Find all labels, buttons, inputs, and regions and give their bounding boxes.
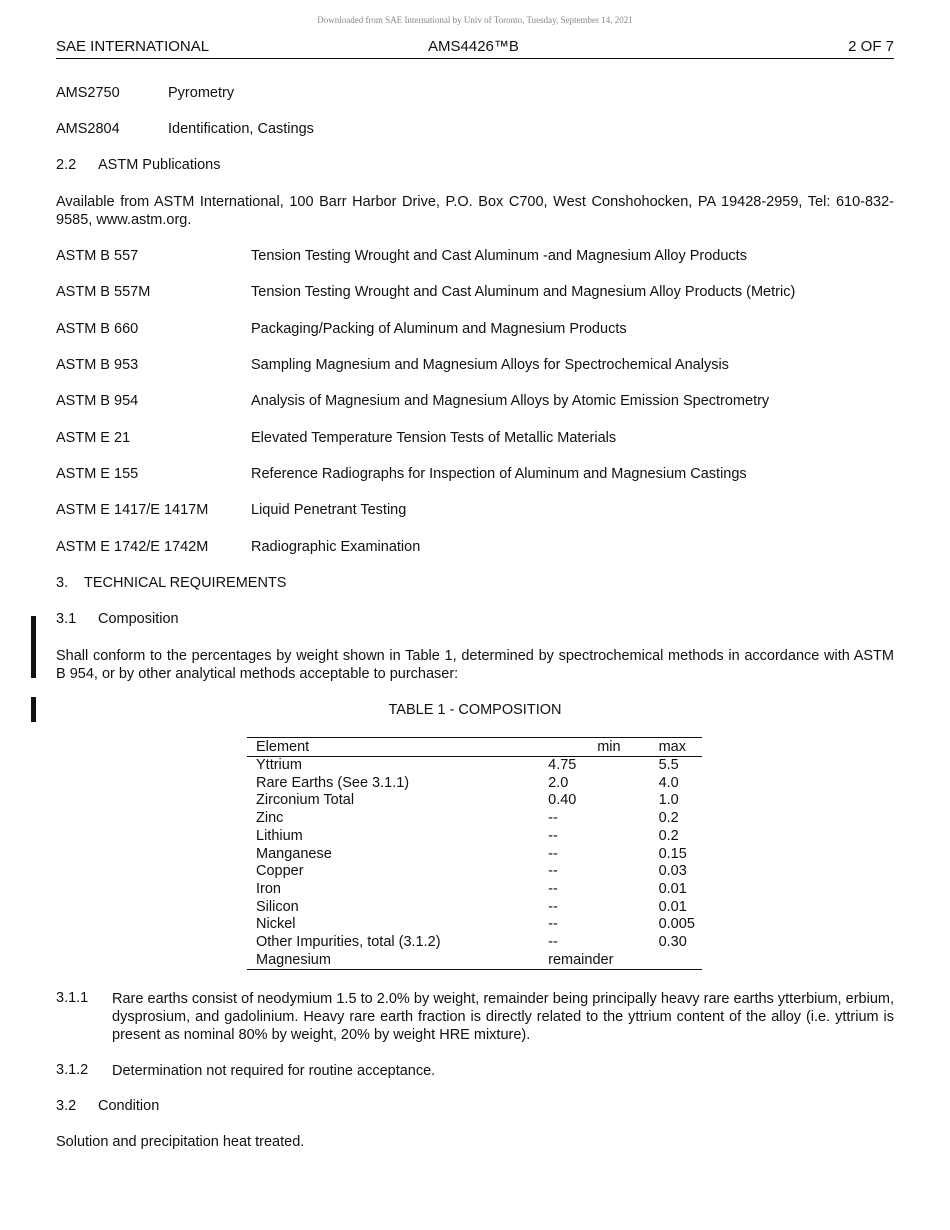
table-cell-min: --	[548, 810, 558, 827]
revision-change-bar	[31, 616, 36, 678]
table-row	[247, 828, 702, 846]
table-cell-element: Nickel	[256, 916, 296, 933]
table-header-min: min	[548, 738, 658, 757]
section-3-1-title: Composition	[98, 611, 179, 627]
table-cell-min: 0.40	[548, 792, 577, 809]
table-cell-element: Manganese	[256, 845, 332, 862]
table-header-max: max	[659, 738, 702, 757]
table-header-element: Element	[247, 738, 548, 757]
table-cell-element: Zinc	[256, 810, 284, 827]
astm-ref-title: Tension Testing Wrought and Cast Aluminum -and Magnesium Alloy Products	[251, 248, 747, 264]
table-row	[247, 757, 702, 775]
table-row	[247, 899, 702, 917]
astm-ref-code: ASTM B 557	[56, 248, 139, 264]
table-cell-min: --	[548, 898, 558, 915]
header-page-number: 2 OF 7	[848, 38, 894, 55]
astm-availability-paragraph: Available from ASTM International, 100 Barr Harbor Drive, P.O. Box C700, West Conshohocken, PA 19428-2959, Tel: 610-832-9585, www.astm.org.	[56, 194, 894, 228]
table-row	[247, 952, 702, 970]
astm-ref-code: ASTM B 953	[56, 357, 139, 373]
composition-table	[247, 737, 702, 970]
table-cell-max	[659, 952, 702, 970]
table-cell-max: 5.5	[658, 757, 679, 773]
table-cell-min: --	[548, 916, 558, 933]
table-cell-min: --	[548, 845, 558, 862]
astm-ref-title: Sampling Magnesium and Magnesium Alloys for Spectrochemical Analysis	[251, 357, 729, 373]
astm-ref-title: Liquid Penetrant Testing	[251, 502, 407, 518]
astm-ref-title: Packaging/Packing of Aluminum and Magnesium Products	[251, 321, 627, 337]
table-cell-max: 0.2	[658, 827, 679, 844]
table-cell-max: 0.03	[658, 863, 687, 880]
table-cell-max: 1.0	[658, 792, 679, 809]
table-cell-max: 0.01	[658, 880, 687, 897]
table-cell-min: --	[548, 863, 558, 880]
header-rule	[56, 58, 894, 59]
table-cell-element: Copper	[256, 863, 304, 880]
table-row	[247, 775, 702, 793]
astm-ref-code: ASTM B 557M	[56, 284, 151, 300]
table-cell-max: 0.005	[658, 916, 695, 933]
astm-ref-title: Tension Testing Wrought and Cast Aluminum and Magnesium Alloy Products (Metric)	[251, 284, 796, 300]
astm-ref-title: Reference Radiographs for Inspection of Aluminum and Magnesium Castings	[251, 466, 747, 482]
composition-paragraph: Shall conform to the percentages by weight shown in Table 1, determined by spectrochemical methods in accordance with ASTM B 954, or by other analytical methods acceptable to purchaser:	[56, 648, 894, 682]
table-row	[247, 810, 702, 828]
astm-ref-code: ASTM E 1417/E 1417M	[56, 502, 209, 518]
table-cell-min: --	[548, 934, 558, 951]
table-row	[247, 934, 702, 952]
ams-ref-title: Identification, Castings	[168, 121, 314, 137]
astm-ref-code: ASTM E 1742/E 1742M	[56, 539, 209, 555]
table-1-title: TABLE 1 - COMPOSITION	[388, 702, 562, 718]
astm-ref-code: ASTM E 155	[56, 466, 139, 482]
ams-ref-code: AMS2750	[56, 85, 120, 101]
table-row	[247, 881, 702, 899]
section-3-2-title: Condition	[98, 1098, 160, 1114]
table-cell-max: 0.2	[658, 810, 679, 827]
ams-ref-title: Pyrometry	[168, 85, 235, 101]
table-cell-max: 4.0	[658, 774, 679, 791]
section-3-2-number: 3.2	[56, 1098, 77, 1114]
table-cell-element: Silicon	[256, 898, 299, 915]
table-row	[247, 846, 702, 864]
section-3-1-1-number: 3.1.1	[56, 990, 89, 1006]
table-cell-min: 2.0	[548, 774, 569, 791]
ams-ref-code: AMS2804	[56, 121, 120, 137]
header-publisher: SAE INTERNATIONAL	[56, 38, 210, 55]
section-3-1-1-text: Rare earths consist of neodymium 1.5 to 2.0% by weight, remainder being principally heavy rare earths ytterbium, erbium, dysprosium, and gadolinium. Heavy rare earth fraction is directly related to the yttrium content of the alloy (i.e. yttrium is present as nominal 80% by weight, 20% by weight HRE mixture).	[112, 991, 894, 1043]
table-cell-max: 0.30	[658, 934, 687, 951]
section-3-1-2-text: Determination not required for routine acceptance.	[112, 1063, 436, 1079]
table-cell-min: --	[548, 827, 558, 844]
table-cell-element: Lithium	[256, 827, 303, 844]
table-row	[247, 792, 702, 810]
download-notice: Downloaded from SAE International by Univ of Toronto, Tuesday, September 14, 2021	[317, 15, 633, 25]
astm-ref-title: Analysis of Magnesium and Magnesium Alloys by Atomic Emission Spectrometry	[251, 393, 770, 409]
section-3-1-2-number: 3.1.2	[56, 1062, 89, 1078]
section-2-2-number: 2.2	[56, 157, 77, 173]
section-3-number: 3.	[56, 575, 69, 591]
section-2-2-title: ASTM Publications	[98, 157, 221, 173]
astm-ref-code: ASTM B 660	[56, 321, 139, 337]
section-3-title: TECHNICAL REQUIREMENTS	[84, 575, 287, 591]
table-row	[247, 916, 702, 934]
table-cell-element: Magnesium	[247, 952, 548, 970]
table-cell-element: Yttrium	[256, 757, 302, 773]
table-cell-min: 4.75	[548, 757, 577, 773]
table-cell-min: remainder	[548, 952, 658, 970]
astm-ref-code: ASTM E 21	[56, 430, 131, 446]
astm-ref-title: Elevated Temperature Tension Tests of Metallic Materials	[251, 430, 617, 446]
astm-ref-title: Radiographic Examination	[251, 539, 421, 555]
table-cell-element: Zirconium Total	[256, 792, 355, 809]
table-cell-element: Rare Earths (See 3.1.1)	[256, 774, 410, 791]
table-cell-max: 0.15	[658, 845, 687, 862]
table-cell-max: 0.01	[658, 898, 687, 915]
section-3-1-number: 3.1	[56, 611, 77, 627]
table-header-row	[247, 738, 702, 757]
table-row	[247, 863, 702, 881]
table-cell-min: --	[548, 880, 558, 897]
table-cell-element: Iron	[256, 880, 281, 897]
header-doc-number: AMS4426™B	[428, 38, 519, 55]
table-cell-element: Other Impurities, total (3.1.2)	[256, 934, 441, 951]
astm-ref-code: ASTM B 954	[56, 393, 139, 409]
condition-paragraph: Solution and precipitation heat treated.	[56, 1134, 305, 1150]
